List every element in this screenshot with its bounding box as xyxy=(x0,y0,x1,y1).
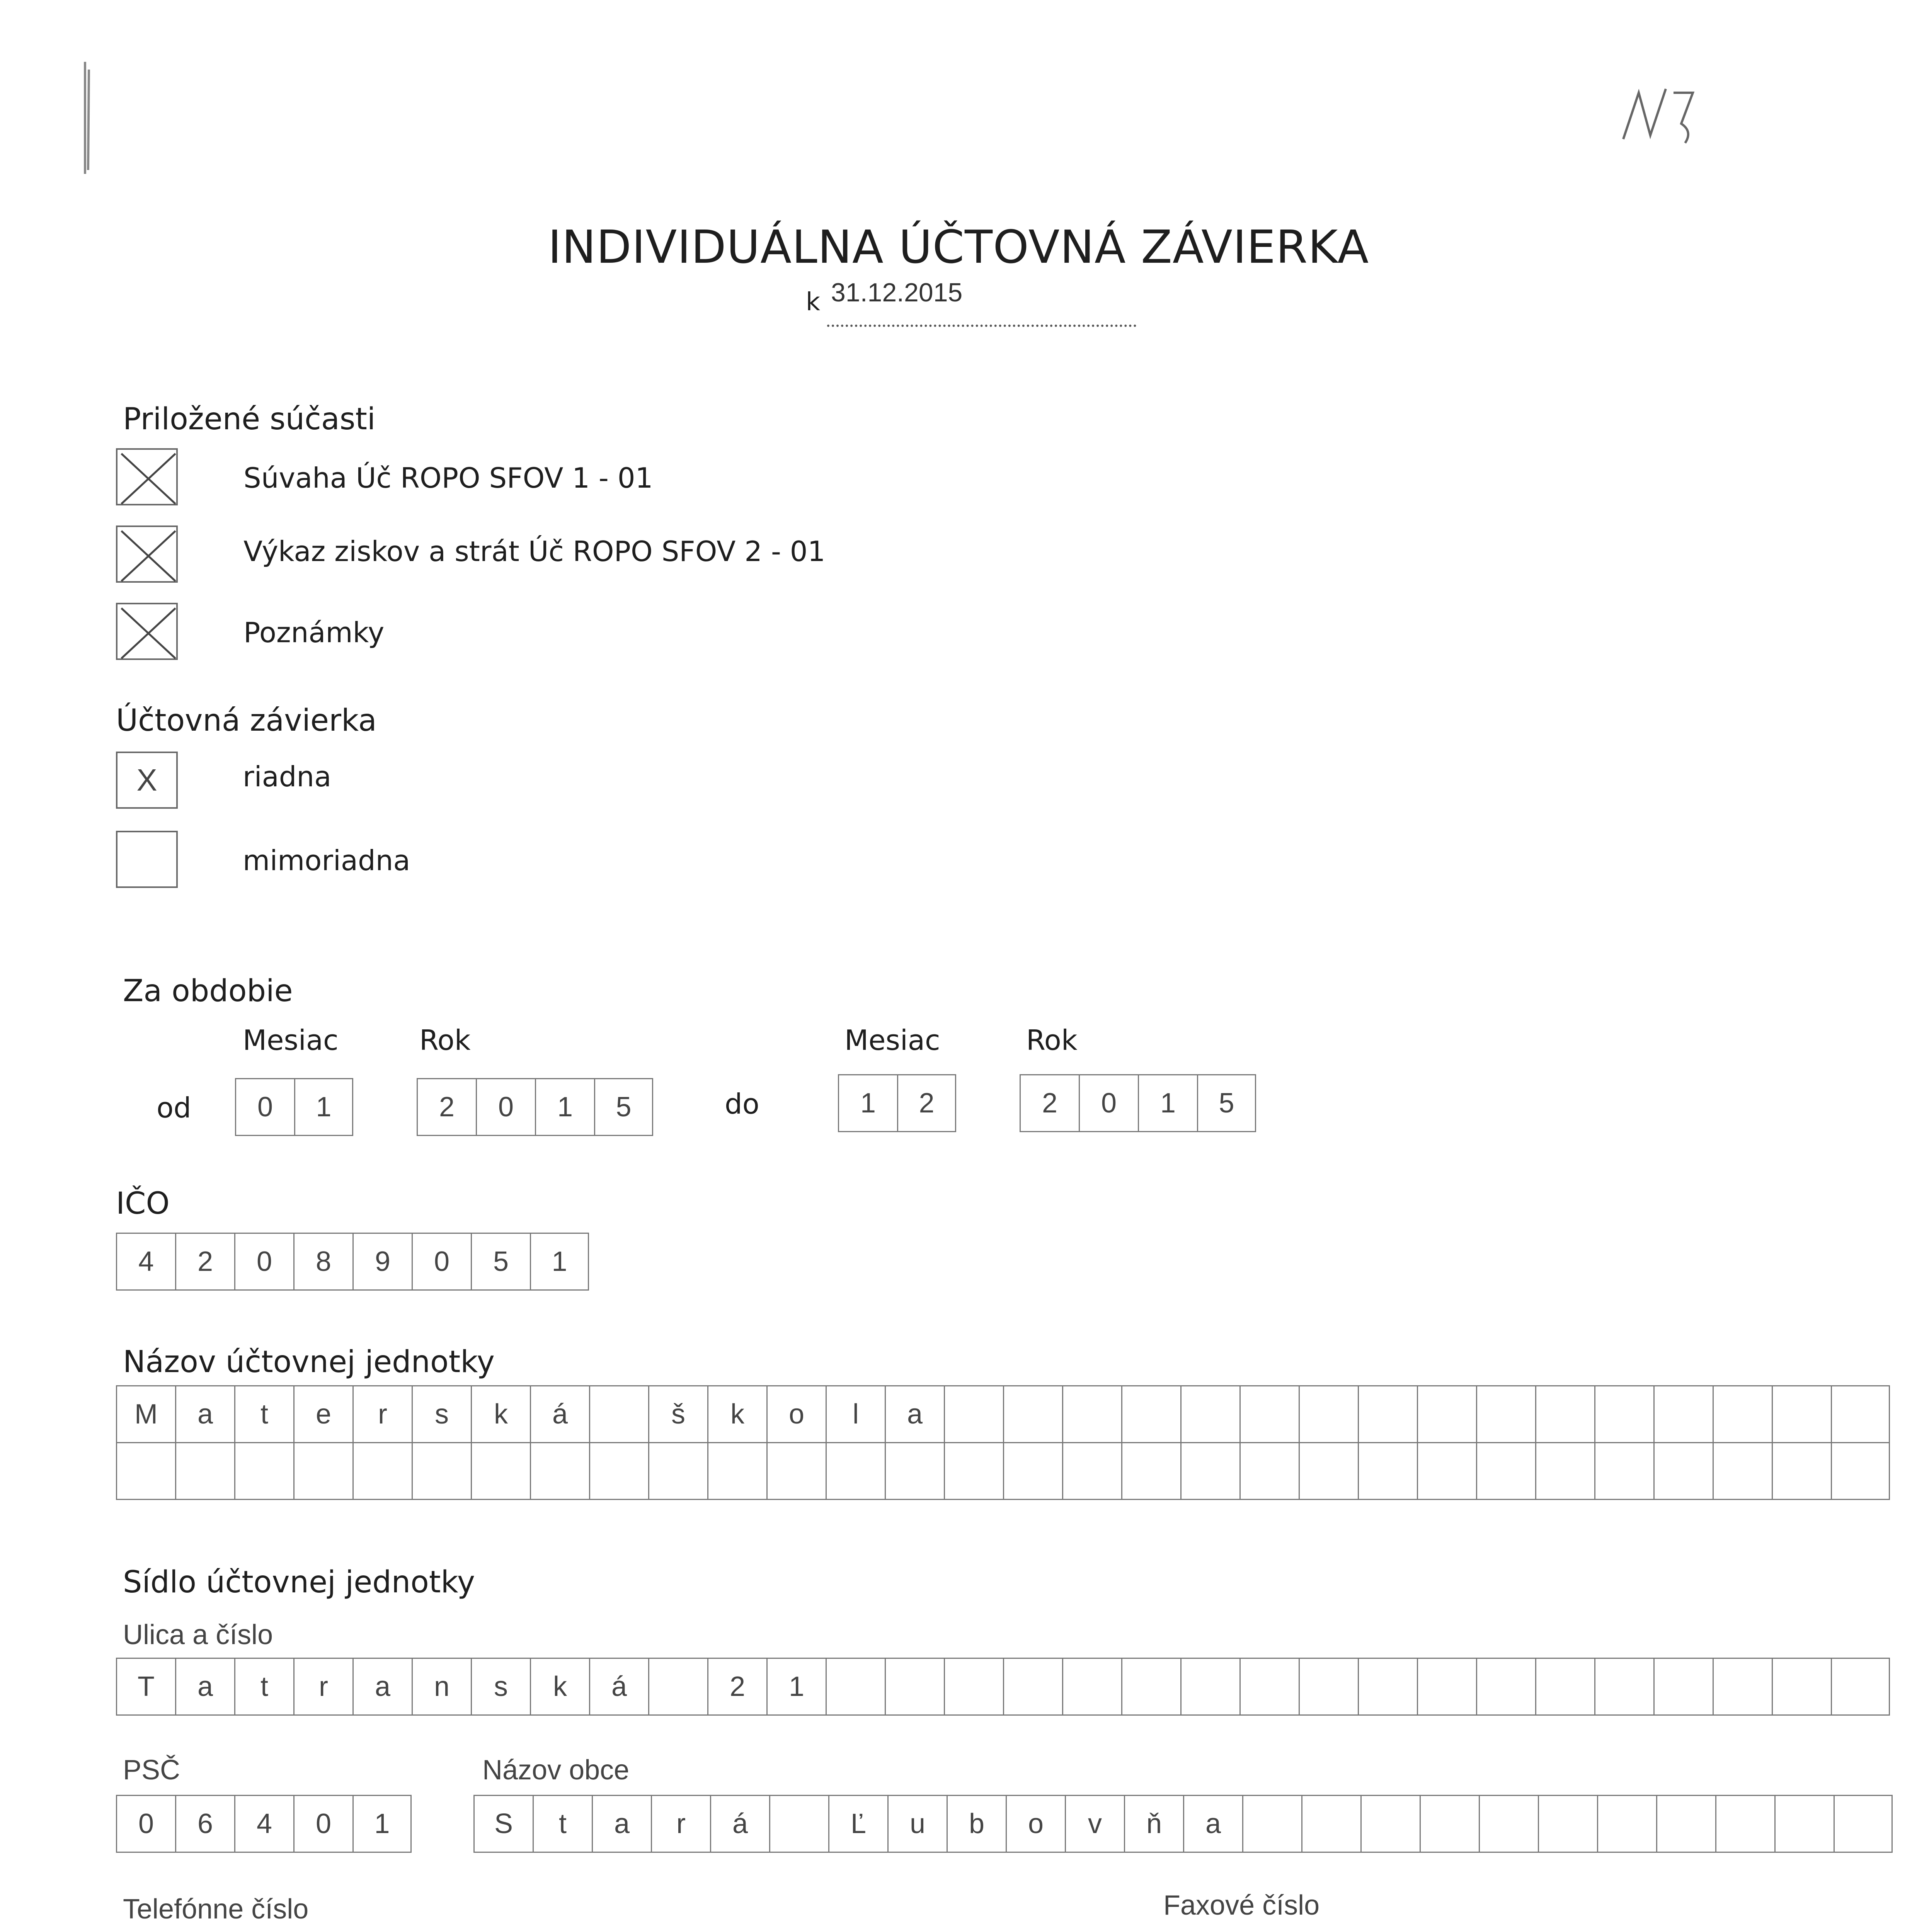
checked-cross-icon xyxy=(117,527,179,584)
char-cell[interactable] xyxy=(1535,1442,1594,1500)
char-cell[interactable] xyxy=(589,1385,648,1443)
digit-cell[interactable]: 0 xyxy=(412,1233,471,1291)
char-cell[interactable] xyxy=(1121,1442,1180,1500)
char-cell[interactable] xyxy=(589,1442,648,1500)
char-cell[interactable] xyxy=(412,1442,471,1500)
char-cell[interactable]: e xyxy=(293,1385,352,1443)
char-cell[interactable] xyxy=(1479,1795,1538,1853)
checkbox-notes[interactable] xyxy=(116,603,178,660)
char-cell[interactable] xyxy=(1594,1442,1653,1500)
digit-cell[interactable]: 1 xyxy=(838,1074,897,1132)
char-cell[interactable] xyxy=(1476,1385,1535,1443)
attachment-label-profit-loss: Výkaz ziskov a strát Úč ROPO SFOV 2 - 01 xyxy=(243,535,826,568)
digit-cell[interactable]: 0 xyxy=(293,1795,352,1853)
char-cell[interactable] xyxy=(1772,1385,1831,1443)
from-year-field[interactable] xyxy=(417,1078,653,1136)
char-cell[interactable]: ň xyxy=(1124,1795,1183,1853)
city-label: Názov obce xyxy=(482,1755,630,1786)
checkbox-regular[interactable]: X xyxy=(116,752,178,809)
char-cell[interactable] xyxy=(1239,1385,1299,1443)
char-cell[interactable] xyxy=(234,1442,293,1500)
char-cell[interactable] xyxy=(944,1385,1003,1443)
char-cell[interactable]: a xyxy=(885,1385,944,1443)
char-cell[interactable]: M xyxy=(116,1385,175,1443)
char-cell[interactable] xyxy=(116,1442,175,1500)
zip-label: PSČ xyxy=(123,1755,180,1786)
char-cell[interactable] xyxy=(648,1658,707,1716)
char-cell[interactable] xyxy=(1003,1385,1062,1443)
char-cell[interactable]: u xyxy=(887,1795,947,1853)
checked-cross-icon xyxy=(117,450,179,507)
char-cell[interactable] xyxy=(1772,1442,1831,1500)
attachment-label-notes: Poznámky xyxy=(243,616,385,649)
period-heading: Za obdobie xyxy=(123,974,293,1009)
char-cell[interactable] xyxy=(1299,1385,1358,1443)
zip-field[interactable] xyxy=(116,1795,412,1853)
char-cell[interactable]: o xyxy=(766,1385,826,1443)
digit-cell[interactable]: 9 xyxy=(352,1233,412,1291)
digit-cell[interactable]: 2 xyxy=(175,1233,234,1291)
char-cell[interactable] xyxy=(826,1442,885,1500)
char-cell[interactable] xyxy=(1594,1658,1653,1716)
char-cell[interactable]: á xyxy=(589,1658,648,1716)
digit-cell[interactable]: 2 xyxy=(417,1078,476,1136)
city-field[interactable] xyxy=(473,1795,1893,1853)
char-cell[interactable] xyxy=(352,1442,412,1500)
char-cell[interactable] xyxy=(1538,1795,1597,1853)
digit-cell[interactable]: 0 xyxy=(476,1078,535,1136)
digit-cell[interactable]: 0 xyxy=(116,1795,175,1853)
street-label: Ulica a číslo xyxy=(123,1619,273,1650)
char-cell[interactable] xyxy=(1831,1385,1890,1443)
char-cell[interactable]: n xyxy=(412,1658,471,1716)
attachments-heading: Priložené súčasti xyxy=(123,402,376,437)
char-cell[interactable] xyxy=(944,1658,1003,1716)
from-month-label: Mesiac xyxy=(243,1024,339,1056)
phone-label: Telefónne číslo xyxy=(123,1894,309,1925)
entity-name-row-1[interactable] xyxy=(116,1385,1890,1443)
char-cell[interactable]: a xyxy=(592,1795,651,1853)
char-cell[interactable] xyxy=(1476,1442,1535,1500)
char-cell[interactable]: š xyxy=(648,1385,707,1443)
char-cell[interactable] xyxy=(1180,1658,1239,1716)
digit-cell[interactable]: 4 xyxy=(116,1233,175,1291)
char-cell[interactable] xyxy=(707,1442,766,1500)
char-cell[interactable]: a xyxy=(175,1658,234,1716)
char-cell[interactable] xyxy=(1062,1385,1121,1443)
char-cell[interactable]: S xyxy=(473,1795,533,1853)
char-cell[interactable] xyxy=(175,1442,234,1500)
char-cell[interactable] xyxy=(1831,1658,1890,1716)
entity-name-label: Názov účtovnej jednotky xyxy=(123,1345,495,1379)
extraordinary-label: mimoriadna xyxy=(243,844,410,877)
char-cell[interactable]: v xyxy=(1065,1795,1124,1853)
digit-cell[interactable]: 1 xyxy=(530,1233,589,1291)
checkbox-profit-loss[interactable] xyxy=(116,526,178,583)
char-cell[interactable] xyxy=(1653,1385,1713,1443)
digit-cell[interactable]: 6 xyxy=(175,1795,234,1853)
char-cell[interactable] xyxy=(1358,1658,1417,1716)
digit-cell[interactable]: 8 xyxy=(293,1233,352,1291)
char-cell[interactable] xyxy=(1301,1795,1360,1853)
char-cell[interactable] xyxy=(1003,1442,1062,1500)
char-cell[interactable]: t xyxy=(533,1795,592,1853)
char-cell[interactable] xyxy=(1715,1795,1774,1853)
char-cell[interactable] xyxy=(1358,1385,1417,1443)
char-cell[interactable]: s xyxy=(471,1658,530,1716)
char-cell[interactable] xyxy=(1535,1658,1594,1716)
char-cell[interactable] xyxy=(1299,1658,1358,1716)
to-label: do xyxy=(725,1088,759,1120)
to-month-field[interactable] xyxy=(838,1074,956,1132)
char-cell[interactable] xyxy=(1713,1385,1772,1443)
char-cell[interactable] xyxy=(1358,1442,1417,1500)
char-cell[interactable] xyxy=(471,1442,530,1500)
char-cell[interactable] xyxy=(1713,1442,1772,1500)
char-cell[interactable] xyxy=(1597,1795,1656,1853)
char-cell[interactable] xyxy=(1476,1658,1535,1716)
digit-cell[interactable]: 2 xyxy=(897,1074,956,1132)
closing-type-heading: Účtovná závierka xyxy=(116,703,377,738)
char-cell[interactable] xyxy=(1239,1442,1299,1500)
address-heading: Sídlo účtovnej jednotky xyxy=(123,1565,475,1600)
char-cell[interactable]: t xyxy=(234,1658,293,1716)
char-cell[interactable]: k xyxy=(530,1658,589,1716)
checkbox-balance-sheet[interactable] xyxy=(116,448,178,505)
digit-cell[interactable]: 1 xyxy=(352,1795,412,1853)
char-cell[interactable] xyxy=(1656,1795,1715,1853)
from-month-field[interactable] xyxy=(235,1078,353,1136)
char-cell[interactable] xyxy=(1417,1658,1476,1716)
checked-cross-icon xyxy=(117,604,179,662)
char-cell[interactable] xyxy=(1535,1385,1594,1443)
char-cell[interactable]: r xyxy=(352,1385,412,1443)
checkbox-extraordinary[interactable] xyxy=(116,831,178,888)
char-cell[interactable] xyxy=(769,1795,828,1853)
char-cell[interactable]: Ľ xyxy=(828,1795,887,1853)
digit-cell[interactable]: 1 xyxy=(1138,1074,1197,1132)
char-cell[interactable] xyxy=(885,1658,944,1716)
digit-cell[interactable]: 1 xyxy=(294,1078,353,1136)
char-cell[interactable]: t xyxy=(234,1385,293,1443)
char-cell[interactable] xyxy=(1360,1795,1420,1853)
digit-cell[interactable]: 5 xyxy=(1197,1074,1256,1132)
char-cell[interactable] xyxy=(1417,1385,1476,1443)
char-cell[interactable] xyxy=(1594,1385,1653,1443)
char-cell[interactable] xyxy=(648,1442,707,1500)
char-cell[interactable]: o xyxy=(1006,1795,1065,1853)
char-cell[interactable]: T xyxy=(116,1658,175,1716)
to-year-label: Rok xyxy=(1026,1024,1078,1056)
char-cell[interactable]: 1 xyxy=(766,1658,826,1716)
char-cell[interactable]: r xyxy=(293,1658,352,1716)
from-label: od xyxy=(157,1092,191,1124)
char-cell[interactable] xyxy=(1003,1658,1062,1716)
char-cell[interactable]: l xyxy=(826,1385,885,1443)
char-cell[interactable] xyxy=(826,1658,885,1716)
char-cell[interactable] xyxy=(293,1442,352,1500)
margin-mark xyxy=(73,58,97,182)
attachment-label-balance-sheet: Súvaha Úč ROPO SFOV 1 - 01 xyxy=(243,462,653,494)
char-cell[interactable] xyxy=(1834,1795,1893,1853)
char-cell[interactable] xyxy=(1239,1658,1299,1716)
char-cell[interactable] xyxy=(1653,1442,1713,1500)
ico-label: IČO xyxy=(116,1186,170,1221)
digit-cell[interactable]: 0 xyxy=(235,1078,294,1136)
date-prefix: k xyxy=(806,288,821,316)
to-month-label: Mesiac xyxy=(844,1024,940,1056)
report-date: 31.12.2015 xyxy=(831,278,963,307)
char-cell[interactable] xyxy=(1121,1385,1180,1443)
char-cell[interactable] xyxy=(766,1442,826,1500)
digit-cell[interactable]: 0 xyxy=(1079,1074,1138,1132)
char-cell[interactable] xyxy=(1242,1795,1301,1853)
char-cell[interactable] xyxy=(1653,1658,1713,1716)
char-cell[interactable] xyxy=(1299,1442,1358,1500)
page-title: INDIVIDUÁLNA ÚČTOVNÁ ZÁVIERKA xyxy=(548,220,1369,274)
ico-field[interactable] xyxy=(116,1233,589,1291)
digit-cell[interactable]: 5 xyxy=(471,1233,530,1291)
char-cell[interactable] xyxy=(885,1442,944,1500)
char-cell[interactable]: r xyxy=(651,1795,710,1853)
regular-label: riadna xyxy=(243,760,332,793)
char-cell[interactable] xyxy=(1417,1442,1476,1500)
char-cell[interactable] xyxy=(944,1442,1003,1500)
char-cell[interactable] xyxy=(1180,1442,1239,1500)
char-cell[interactable]: s xyxy=(412,1385,471,1443)
from-year-label: Rok xyxy=(419,1024,471,1056)
char-cell[interactable] xyxy=(1772,1658,1831,1716)
char-cell[interactable]: á xyxy=(710,1795,769,1853)
digit-cell[interactable]: 5 xyxy=(594,1078,653,1136)
to-year-field[interactable] xyxy=(1020,1074,1256,1132)
date-underline xyxy=(827,325,1136,327)
street-field[interactable] xyxy=(116,1658,1890,1716)
digit-cell[interactable]: 4 xyxy=(234,1795,293,1853)
char-cell[interactable]: á xyxy=(530,1385,589,1443)
char-cell[interactable]: 2 xyxy=(707,1658,766,1716)
digit-cell[interactable]: 0 xyxy=(234,1233,293,1291)
char-cell[interactable] xyxy=(1180,1385,1239,1443)
char-cell[interactable]: a xyxy=(175,1385,234,1443)
char-cell[interactable] xyxy=(1420,1795,1479,1853)
char-cell[interactable]: a xyxy=(352,1658,412,1716)
char-cell[interactable] xyxy=(1062,1442,1121,1500)
char-cell[interactable]: k xyxy=(471,1385,530,1443)
char-cell[interactable]: k xyxy=(707,1385,766,1443)
char-cell[interactable] xyxy=(530,1442,589,1500)
digit-cell[interactable]: 2 xyxy=(1020,1074,1079,1132)
char-cell[interactable]: b xyxy=(947,1795,1006,1853)
entity-name-row-2[interactable] xyxy=(116,1442,1890,1500)
digit-cell[interactable]: 1 xyxy=(535,1078,594,1136)
fax-label: Faxové číslo xyxy=(1163,1890,1320,1921)
char-cell[interactable] xyxy=(1713,1658,1772,1716)
initials-mark xyxy=(1616,77,1701,156)
char-cell[interactable] xyxy=(1121,1658,1180,1716)
char-cell[interactable] xyxy=(1831,1442,1890,1500)
char-cell[interactable] xyxy=(1062,1658,1121,1716)
char-cell[interactable] xyxy=(1774,1795,1834,1853)
char-cell[interactable]: a xyxy=(1183,1795,1242,1853)
